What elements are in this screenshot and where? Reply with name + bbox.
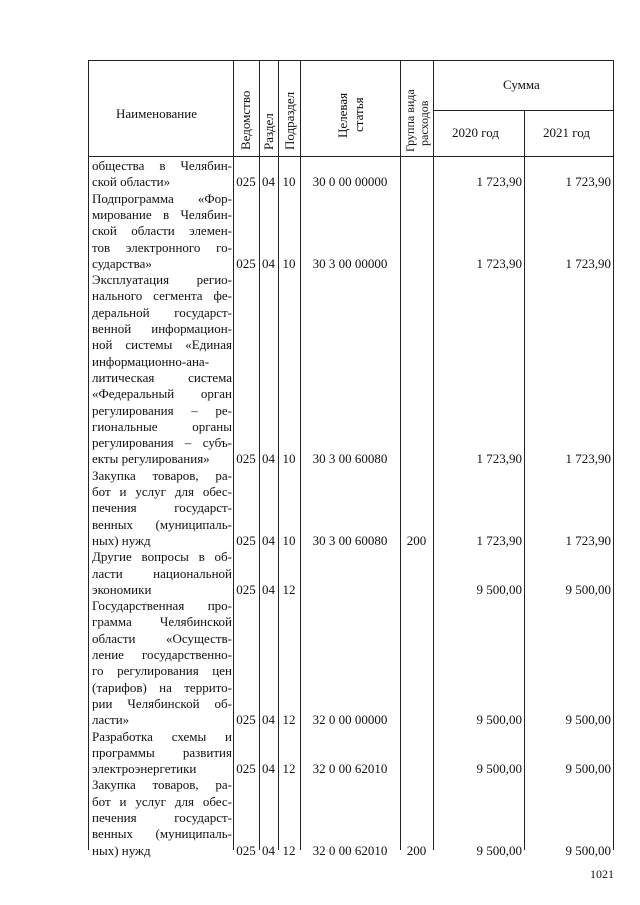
header-group-line1: Группа вида — [403, 89, 417, 152]
cell-sum-2021: 9 500,00 — [565, 581, 611, 597]
row-name-line: ление государственно- — [92, 647, 232, 662]
table-right-border — [613, 60, 614, 850]
row-name-line: деральной государст- — [92, 304, 232, 320]
cell-vedomstvo: 025 — [236, 761, 256, 777]
header-target-line2: статья — [351, 97, 366, 132]
cell-sum-2021: 1 723,90 — [565, 532, 611, 548]
row-name-line: ной системы «Единая — [92, 337, 232, 353]
row-name-line: регулирования – субъ- — [92, 435, 232, 451]
cell-podrazdel: 12 — [282, 712, 296, 728]
header-year-2020: 2020 год — [452, 125, 499, 140]
cell-target: 30 0 00 00000 — [312, 174, 388, 190]
cell-sum-2020: 1 723,90 — [476, 255, 522, 271]
row-name-line: Разработка схемы и — [92, 728, 232, 744]
cell-razdel: 04 — [262, 581, 275, 597]
row-name-line: венных (муниципаль- — [92, 516, 232, 532]
cell-sum-2021: 9 500,00 — [565, 712, 611, 728]
cell-sum-2020: 9 500,00 — [476, 712, 522, 728]
row-name-line: гиональные органы — [92, 418, 232, 434]
row-name-line: общества в Челябин- — [92, 158, 232, 173]
row-name-line: ласти национальной — [92, 565, 232, 581]
row-name-line: информационно-ана- — [92, 353, 210, 369]
col-divider-target — [400, 60, 401, 850]
cell-sum-2020: 1 723,90 — [476, 174, 522, 190]
row-name-line: печения государст- — [92, 500, 232, 516]
row-name-line: электроэнергетики — [92, 761, 197, 777]
cell-podrazdel: 12 — [282, 761, 296, 777]
cell-podrazdel: 10 — [282, 255, 296, 271]
cell-vedomstvo: 025 — [236, 532, 256, 548]
row-name-line: ской области элемен- — [92, 223, 232, 239]
row-name-line: нального сегмента фе- — [92, 288, 232, 304]
row-name-line: ных) нужд — [92, 532, 151, 548]
cell-target: 30 3 00 60080 — [312, 532, 388, 548]
cell-vedomstvo: 025 — [236, 255, 256, 271]
cell-razdel: 04 — [262, 174, 275, 190]
row-name-line: сударства» — [92, 255, 152, 271]
table-top-border — [88, 60, 614, 61]
cell-vedomstvo: 025 — [236, 842, 256, 858]
row-name-line: области «Осуществ- — [92, 630, 232, 646]
row-name-line: регулирования – ре- — [92, 402, 232, 418]
row-name-line: грамма Челябинской — [92, 614, 232, 630]
cell-sum-2021: 1 723,90 — [565, 451, 611, 467]
cell-podrazdel: 10 — [282, 174, 296, 190]
row-name-line: ласти» — [92, 712, 130, 728]
cell-target: 32 0 00 62010 — [312, 761, 388, 777]
table-left-border — [88, 60, 89, 850]
cell-podrazdel: 12 — [282, 842, 296, 858]
cell-group: 200 — [406, 532, 427, 548]
row-name-line: го регулирования цен — [92, 663, 232, 679]
row-name-line: тов электронного го- — [92, 239, 232, 255]
cell-razdel: 04 — [262, 451, 275, 467]
cell-razdel: 04 — [262, 532, 275, 548]
cell-sum-2020: 1 723,90 — [476, 532, 522, 548]
header-razdel: Раздел — [261, 113, 276, 150]
cell-sum-2021: 1 723,90 — [565, 255, 611, 271]
cell-target: 32 0 00 00000 — [312, 712, 388, 728]
cell-target: 32 0 00 62010 — [312, 842, 388, 858]
cell-vedomstvo: 025 — [236, 712, 256, 728]
col-divider-years — [524, 110, 525, 850]
cell-sum-2021: 9 500,00 — [565, 842, 611, 858]
row-name-line: программы развития — [92, 744, 232, 760]
header-podrazdel: Подраздел — [282, 91, 297, 150]
cell-razdel: 04 — [262, 842, 275, 858]
cell-sum-2021: 1 723,90 — [565, 174, 611, 190]
cell-target: 30 3 00 00000 — [312, 255, 388, 271]
cell-razdel: 04 — [262, 712, 275, 728]
header-group-line2: расходов — [417, 100, 431, 146]
row-name-line: Закупка товаров, ра- — [92, 467, 232, 483]
cell-vedomstvo: 025 — [236, 581, 256, 597]
cell-podrazdel: 10 — [282, 451, 296, 467]
row-name-line: Подпрограмма «Фор- — [92, 190, 232, 206]
header-year-2021: 2021 год — [543, 125, 590, 140]
row-name-line: ных) нужд — [92, 842, 151, 858]
cell-sum-2021: 9 500,00 — [565, 761, 611, 777]
cell-razdel: 04 — [262, 255, 275, 271]
cell-razdel: 04 — [262, 761, 275, 777]
row-name-line: экономики — [92, 581, 152, 597]
page-number: 1021 — [590, 867, 614, 881]
header-bottom-border — [88, 156, 614, 157]
cell-podrazdel: 12 — [282, 581, 296, 597]
row-name-line: венной информацион- — [92, 321, 232, 336]
header-name: Наименование — [116, 106, 197, 121]
row-name-line: бот и услуг для обес- — [92, 793, 232, 809]
cell-podrazdel: 10 — [282, 532, 296, 548]
header-vedomstvo: Ведомство — [238, 90, 253, 150]
cell-sum-2020: 9 500,00 — [476, 842, 522, 858]
row-name-line: печения государст- — [92, 810, 232, 825]
row-name-line: мирование в Челябин- — [92, 206, 232, 222]
row-name-line: «Федеральный орган — [92, 386, 232, 402]
row-name-line: Государственная про- — [92, 598, 232, 614]
cell-sum-2020: 9 500,00 — [476, 761, 522, 777]
cell-sum-2020: 1 723,90 — [476, 451, 522, 467]
cell-target: 30 3 00 60080 — [312, 451, 388, 467]
cell-vedomstvo: 025 — [236, 451, 256, 467]
row-name-line: ской области» — [92, 174, 171, 190]
row-name-line: (тарифов) на террито- — [92, 679, 232, 695]
header-sum: Сумма — [503, 77, 540, 92]
row-name-line: екты регулирования» — [92, 451, 210, 467]
row-name-line: бот и услуг для обес- — [92, 484, 232, 499]
row-name-line: Эксплуатация регио- — [92, 272, 232, 288]
row-name-line: литическая система — [92, 369, 232, 385]
row-name-line: венных (муниципаль- — [92, 826, 232, 842]
row-name-line: Закупка товаров, ра- — [92, 777, 232, 793]
header-target-line1: Целевая — [335, 92, 350, 138]
cell-sum-2020: 9 500,00 — [476, 581, 522, 597]
row-name-line: рии Челябинской об- — [92, 695, 232, 711]
row-name-line: Другие вопросы в об- — [92, 549, 232, 565]
cell-vedomstvo: 025 — [236, 174, 256, 190]
cell-group: 200 — [406, 842, 427, 858]
